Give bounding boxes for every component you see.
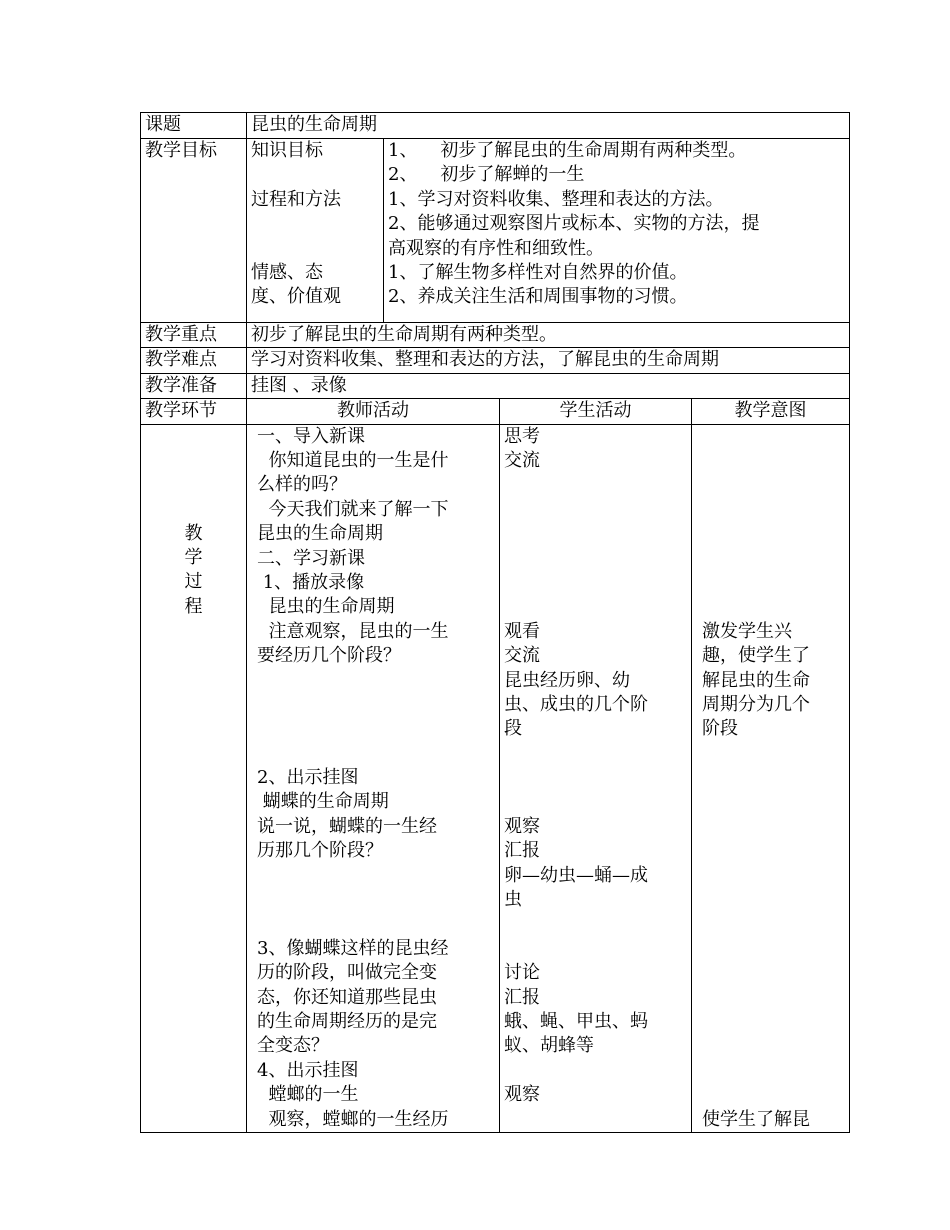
difficulty-label: 教学难点 [141,348,247,373]
teacher-line: 历的阶段，叫做完全变 [257,962,437,984]
student-activity [500,424,692,1132]
header-stage: 教学环节 [141,399,247,424]
student-line [504,571,687,595]
student-line: 段 [504,718,522,740]
intent-line [702,425,845,449]
teacher-line: 观察，螳螂的一生经历 [257,1108,449,1130]
teacher-lines [257,425,495,1132]
student-line [504,937,687,961]
teacher-activity [247,424,500,1132]
goal-item: 2、养成关注生活和周围事物的习惯。 [388,286,688,308]
topic-row [141,113,850,139]
teacher-line: 态，你还知道那些昆虫 [257,986,437,1008]
teacher-line: 的生命周期经历的是完 [257,1011,437,1032]
difficulty-value: 学习对资料收集、整理和表达的方法，了解昆虫的生命周期 [247,348,850,373]
intent-line [702,815,845,839]
student-line: 昆虫经历卵、幼 [504,669,630,691]
topic-label: 课题 [141,113,247,139]
intent-line [702,1059,845,1083]
goals-row [141,139,850,323]
lesson-plan-table [140,112,850,1133]
intent-lines [702,425,845,1132]
student-line: 观察 [504,1084,540,1106]
student-line: 讨论 [504,962,540,984]
teacher-line: 昆虫的生命周期 [257,523,383,545]
student-line: 交流 [504,645,540,667]
intent-line [702,571,845,595]
key-value: 初步了解昆虫的生命周期有两种类型。 [247,323,850,348]
intent-line [702,449,845,473]
student-line: 虫、成虫的几个阶 [504,693,648,715]
teacher-line: 历那几个阶段？ [257,840,383,862]
intent-line [702,1083,845,1107]
goal-category-emotion-2: 度、价值观 [251,286,341,308]
teacher-line [257,912,495,936]
intent-line [702,742,845,766]
teacher-line: 3、像蝴蝶这样的昆虫经 [257,937,449,959]
goals-items [384,139,850,323]
header-teacher: 教师活动 [247,399,500,424]
intent-line [702,1034,845,1058]
student-line [504,1059,687,1083]
process-label-char: 过 [184,571,203,593]
teacher-line: 4、出示挂图 [257,1059,359,1081]
intent-line [702,864,845,888]
difficulty-row [141,348,850,373]
goal-item: 高观察的有序性和细致性。 [388,237,604,259]
intent-line [702,986,845,1010]
teacher-line [257,742,495,766]
student-line [504,595,687,619]
student-line [504,766,687,790]
student-line: 观看 [504,620,540,642]
goal-category-emotion-1: 情感、态 [251,261,323,283]
intent-line: 激发学生兴 [702,620,792,642]
student-line [504,473,687,497]
teacher-line: 说一说，蝴蝶的一生经 [257,815,437,837]
student-line [504,498,687,522]
header-student: 学生活动 [500,399,692,424]
intent-line [702,937,845,961]
intent-line [702,1010,845,1034]
student-line: 蛾、蝇、甲虫、蚂 [504,1011,648,1032]
student-line [504,547,687,571]
intent-line [702,498,845,522]
intent-line [702,961,845,985]
intent-line [702,839,845,863]
teacher-line: 螳螂的一生 [257,1084,359,1106]
teacher-line [257,888,495,912]
prep-value: 挂图 、录像 [247,373,850,398]
student-line [504,912,687,936]
student-line: 蚁、胡蜂等 [504,1035,594,1057]
teacher-line [257,693,495,717]
intent-line: 使学生了解昆 [702,1108,810,1130]
student-lines [504,425,687,1108]
teacher-line: 蝴蝶的生命周期 [257,791,389,813]
process-label [141,424,247,1132]
intent-line [702,766,845,790]
key-row [141,323,850,348]
student-line: 思考 [504,425,540,447]
student-line: 汇报 [504,986,540,1008]
key-label: 教学重点 [141,323,247,348]
teacher-line [257,717,495,741]
process-row [141,424,850,1132]
teacher-line: 注意观察，昆虫的一生 [257,620,449,642]
student-line [504,522,687,546]
goals-categories [247,139,384,323]
goals-label: 教学目标 [141,139,247,323]
intent-line [702,547,845,571]
prep-label: 教学准备 [141,373,247,398]
student-line: 交流 [504,450,540,472]
student-line [504,790,687,814]
intent-line [702,522,845,546]
intent-line: 阶段 [702,718,738,740]
goal-category-process: 过程和方法 [251,188,341,210]
process-label-char: 程 [184,595,203,617]
topic-value: 昆虫的生命周期 [247,113,850,139]
student-line: 观察 [504,815,540,837]
intent-line: 周期分为几个 [702,693,810,715]
teacher-line: 2、出示挂图 [257,767,359,789]
intent-line: 趣，使学生了 [702,645,810,667]
process-label-char: 教 [184,522,203,544]
goal-item: 2、能够通过观察图片或标本、实物的方法，提 [388,213,760,235]
teacher-line: 全变态？ [257,1035,329,1057]
student-line: 虫 [504,889,522,911]
student-line: 卵—幼虫—蛹—成 [504,864,648,886]
prep-row [141,373,850,398]
teacher-line [257,864,495,888]
activity-header-row [141,399,850,424]
goal-category-knowledge: 知识目标 [251,140,323,161]
intent-activity [692,424,850,1132]
intent-line [702,790,845,814]
intent-line [702,595,845,619]
intent-line: 解昆虫的生命 [702,669,810,691]
goal-item: 1、 初步了解昆虫的生命周期有两种类型。 [388,140,747,161]
teacher-line: 今天我们就来了解一下 [257,498,449,520]
goal-item: 1、了解生物多样性对自然界的价值。 [388,262,688,284]
intent-line [702,473,845,497]
process-label-char: 学 [184,547,203,569]
intent-line [702,912,845,936]
teacher-line [257,669,495,693]
intent-line [702,888,845,912]
goal-item: 2、 初步了解蝉的一生 [388,164,585,186]
teacher-line: 1、播放录像 [257,571,365,593]
teacher-line: 二、学习新课 [257,547,365,569]
teacher-line: 要经历几个阶段？ [257,645,401,667]
teacher-line: 昆虫的生命周期 [257,596,395,618]
teacher-line: 么样的吗？ [257,474,347,496]
header-intent: 教学意图 [692,399,850,424]
student-line [504,742,687,766]
teacher-line: 你知道昆虫的一生是什 [257,450,449,472]
teacher-line: 一、导入新课 [257,425,365,447]
student-line: 汇报 [504,840,540,862]
goal-item: 1、学习对资料收集、整理和表达的方法。 [388,188,724,210]
